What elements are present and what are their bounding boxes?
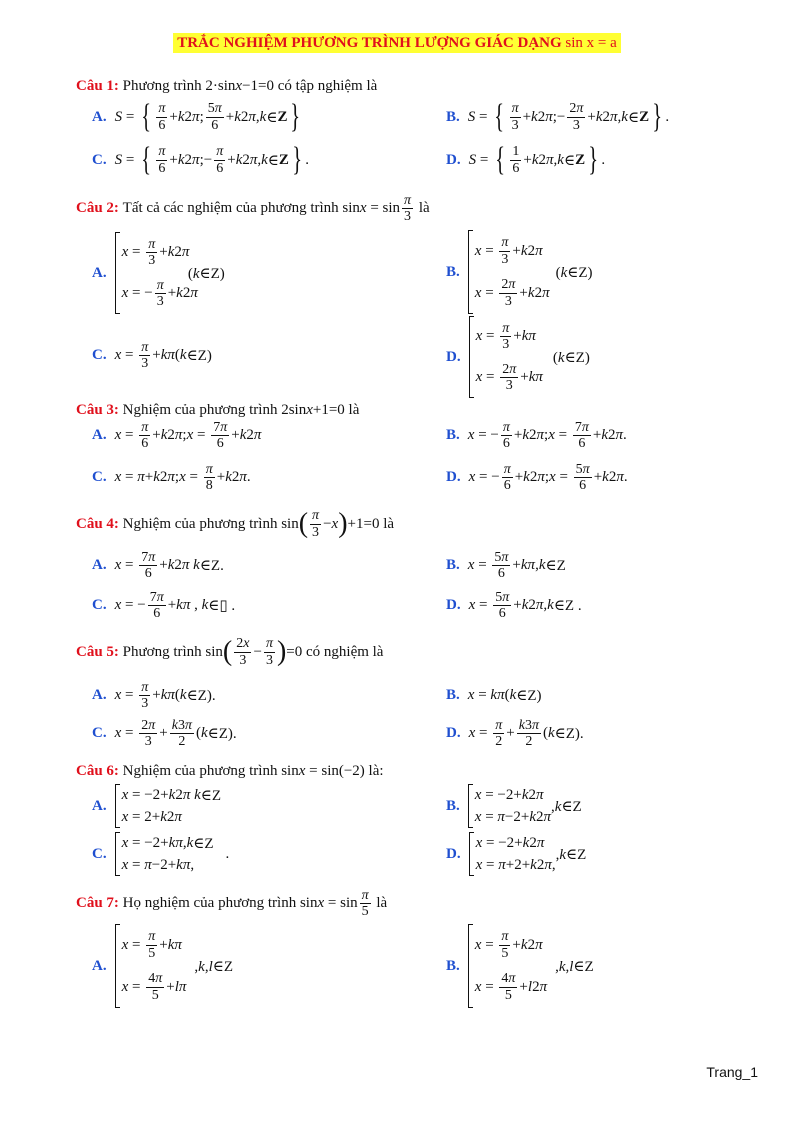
question-label: Câu 3:: [76, 402, 119, 418]
question-text: Họ nghiệm của phương trình sinx = sin: [122, 895, 358, 912]
q2-option-c[interactable]: C. x = $\frac{\pi}{3}$ + kπ ( k ∈Z): [92, 340, 212, 372]
q1-option-b[interactable]: B. S = { $\frac{\pi}{3}$ + k 2 π ;− $\frac{2\pi}{3}$ + k 2 π , k ∈ Z } .: [446, 98, 670, 135]
question-2: Câu 2: Tất cả các nghiệm của phương trình sinx = sin $\frac{\pi}{3}$ là: [76, 193, 430, 225]
option-label: C.: [92, 845, 107, 862]
question-1: [76, 78, 377, 95]
q5-option-b[interactable]: B. x = kπ ( k ∈Z): [446, 687, 542, 704]
q5-option-c[interactable]: C. x = $\frac{2\pi}{3}$ + $\frac{k3\pi}{2}$ ( k ∈Z).: [92, 718, 237, 750]
question-label: Câu 4:: [76, 515, 119, 532]
option-label: C.: [92, 347, 107, 364]
q4-option-a[interactable]: A. x = $\frac{7\pi}{6}$ + k 2 π k ∈Z.: [92, 550, 224, 582]
question-text: Nghiệm của phương trình sin: [122, 515, 299, 532]
option-label: D.: [446, 348, 461, 365]
q7-option-b[interactable]: B. x = $\frac{\pi}{5}$ + k 2 π x = $\frac{4\pi}{5}$ + l 2 π ,k,l∈Z: [446, 924, 594, 1008]
question-text: Nghiệm của phương trình sinx = sin(−2) là:: [122, 763, 384, 779]
question-4: Câu 4: Nghiệm của phương trình sin ( $\frac{\pi}{3}$ − x ) +1=0 là: [76, 508, 395, 540]
page-footer: Trang_1: [706, 1064, 758, 1080]
option-label: C.: [92, 597, 107, 614]
question-3: [76, 402, 359, 419]
option-label: A.: [92, 957, 107, 974]
option-label: B.: [446, 797, 460, 814]
option-label: B.: [446, 687, 460, 703]
option-label: D.: [446, 151, 461, 168]
title-math: sin x = a: [565, 35, 617, 51]
q7-option-a[interactable]: A. x = $\frac{\pi}{5}$ + kπ x = $\frac{4\pi}{5}$ + lπ ,k,l∈Z: [92, 924, 233, 1008]
option-label: C.: [92, 469, 107, 486]
q3-option-a[interactable]: A. x = $\frac{\pi}{6}$ + k 2 π ; x = $\frac{7\pi}{6}$ + k 2 π: [92, 420, 262, 452]
question-text: Tất cả các nghiệm của phương trình sinx = sin: [122, 200, 401, 217]
q6-option-b[interactable]: B. x = −2+ k 2 π x = π −2+ k 2 π ,k∈Z: [446, 784, 582, 828]
q4-option-b[interactable]: B. x = $\frac{5\pi}{6}$ + kπ , k ∈Z: [446, 550, 566, 582]
q6-option-a[interactable]: A. x = −2+ k 2 π k ∈Z x = 2+ k 2 π: [92, 784, 221, 828]
question-text: Phương trình 2·sinx−1=0 có tập nghiệm là: [122, 78, 378, 94]
option-label: A.: [92, 108, 107, 125]
question-label: Câu 2:: [76, 200, 119, 217]
question-6: [76, 763, 384, 780]
page-title: [0, 34, 794, 52]
q2-option-a[interactable]: A. x = $\frac{\pi}{3}$ + k 2 π x = − $\frac{\pi}{3}$ + k 2 π (k∈Z): [92, 232, 225, 314]
q2-option-b[interactable]: B. x = $\frac{\pi}{3}$ + k 2 π x = $\frac{2\pi}{3}$ + k 2 π (k∈Z): [446, 230, 593, 314]
q3-option-d[interactable]: D. x = − $\frac{\pi}{6}$ + k 2 π ; x = $\frac{5\pi}{6}$ + k 2 π .: [446, 462, 628, 494]
option-label: B.: [446, 957, 460, 974]
q3-option-b[interactable]: B. x = − $\frac{\pi}{6}$ + k 2 π ; x = $\frac{7\pi}{6}$ + k 2 π .: [446, 420, 627, 452]
q4-option-c[interactable]: C. x = − $\frac{7\pi}{6}$ + kπ , k ∈▯ .: [92, 590, 236, 622]
q1-option-a[interactable]: A. S = { $\frac{\pi}{6}$ + k 2 π ; $\frac{5\pi}{6}$ + k 2 π , k ∈ Z }: [92, 98, 301, 135]
title-text: TRẮC NGHIỆM PHƯƠNG TRÌNH LƯỢNG GIÁC DẠNG: [177, 35, 562, 51]
question-7: Câu 7: Họ nghiệm của phương trình sinx = sin $\frac{\pi}{5}$ là: [76, 888, 388, 920]
q5-option-d[interactable]: D. x = $\frac{\pi}{2}$ + $\frac{k3\pi}{2}$ ( k ∈Z).: [446, 718, 584, 750]
option-label: C.: [92, 725, 107, 742]
option-label: A.: [92, 797, 107, 814]
question-label: Câu 1:: [76, 78, 119, 94]
option-label: D.: [446, 725, 461, 742]
question-text: Nghiệm của phương trình 2sinx+1=0 là: [122, 402, 360, 418]
q6-option-c[interactable]: C. x = −2+ kπ , k ∈Z x = π −2+ kπ , .: [92, 832, 229, 876]
option-label: D.: [446, 845, 461, 862]
question-5: Câu 5: Phương trình sin ( $\frac{2x}{3}$ − $\frac{\pi}{3}$ ) =0 có nghiệm là: [76, 636, 384, 668]
question-label: Câu 5:: [76, 643, 119, 660]
q1-option-d[interactable]: D. S = { $\frac{1}{6}$ + k 2 π , k ∈ Z } .: [446, 141, 606, 178]
question-label: Câu 7:: [76, 895, 119, 912]
option-label: B.: [446, 557, 460, 574]
option-label: D.: [446, 597, 461, 614]
q2-option-d[interactable]: D. x = $\frac{\pi}{3}$ + kπ x = $\frac{2\pi}{3}$ + kπ (k∈Z): [446, 316, 590, 398]
q6-option-d[interactable]: D. x = −2+ k 2 π x = π +2+ k 2 π , ,k∈Z: [446, 832, 586, 876]
q4-option-d[interactable]: D. x = $\frac{5\pi}{6}$ + k 2 π , k ∈Z .: [446, 590, 582, 622]
q1-option-c[interactable]: C. S = { $\frac{\pi}{6}$ + k 2 π ;− $\frac{\pi}{6}$ + k 2 π , k ∈ Z } .: [92, 141, 309, 178]
option-label: A.: [92, 557, 107, 574]
option-label: A.: [92, 264, 107, 281]
option-label: B.: [446, 108, 460, 125]
q5-option-a[interactable]: A. x = $\frac{\pi}{3}$ + kπ ( k ∈Z).: [92, 680, 216, 712]
option-label: A.: [92, 687, 107, 704]
option-label: A.: [92, 427, 107, 444]
option-label: B.: [446, 263, 460, 280]
q3-option-c[interactable]: C. x = π + k 2 π ; x = $\frac{\pi}{8}$ + k 2 π .: [92, 462, 251, 494]
question-text: Phương trình sin: [122, 643, 223, 660]
option-label: C.: [92, 151, 107, 168]
option-label: D.: [446, 469, 461, 486]
question-label: Câu 6:: [76, 763, 119, 779]
option-label: B.: [446, 427, 460, 444]
